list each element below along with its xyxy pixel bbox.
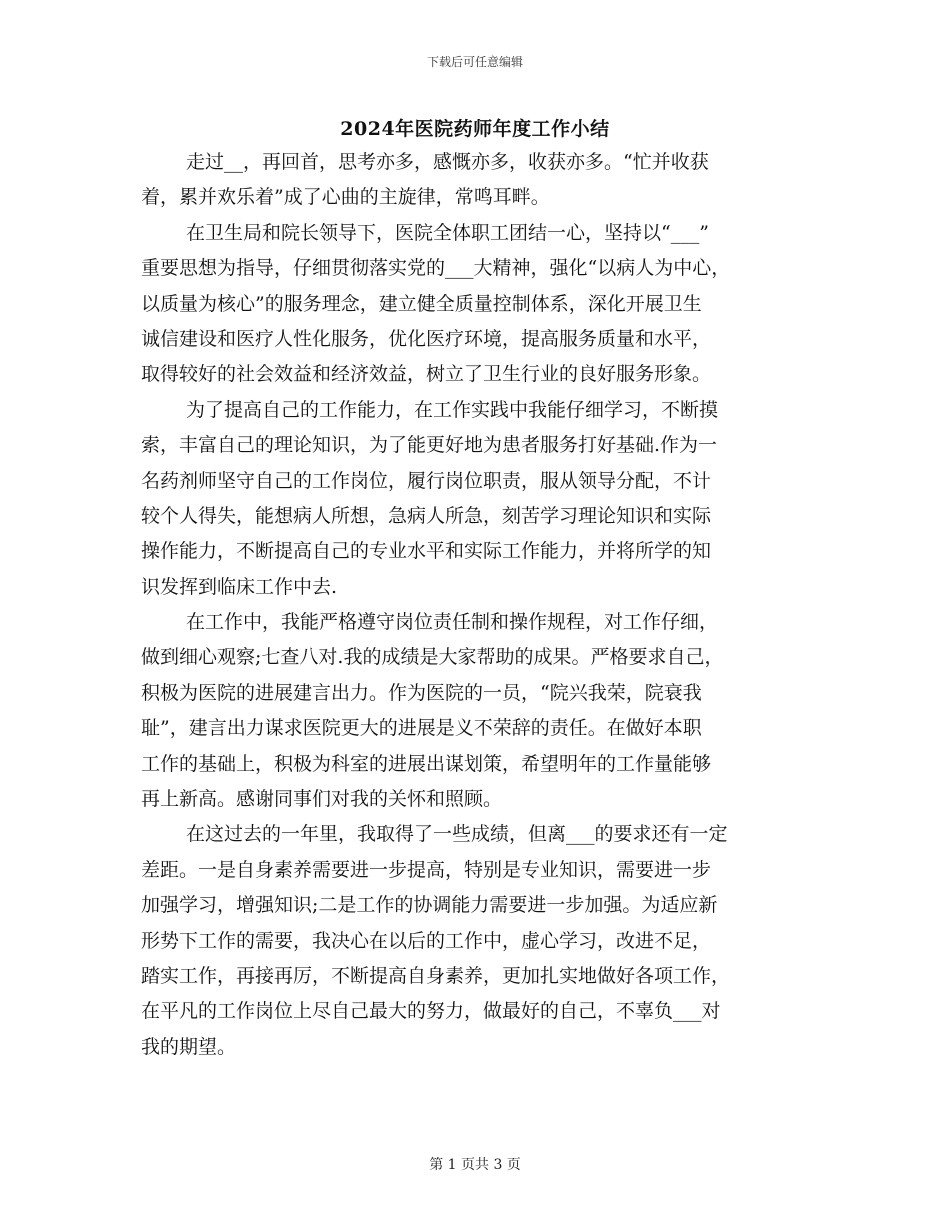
paragraph-line: 在这过去的一年里，我取得了一些成绩，但离___的要求还有一定 xyxy=(186,823,728,846)
page-footer: 第 1 页共 3 页 xyxy=(429,1157,521,1173)
paragraph-line: 诚信建设和医疗人性化服务，优化医疗环境，提高服务质量和水平， xyxy=(141,327,712,350)
paragraph-line: 形势下工作的需要，我决心在以后的工作中，虚心学习，改进不足， xyxy=(141,929,712,952)
paragraph-line: 加强学习，增强知识;二是工作的协调能力需要进一步加强。为适应新 xyxy=(141,894,718,917)
paragraph-line: 取得较好的社会效益和经济效益，树立了卫生行业的良好服务形象。 xyxy=(141,363,712,386)
paragraph-line: 操作能力，不断提高自己的专业水平和实际工作能力，并将所学的知 xyxy=(141,540,712,563)
header-note: 下载后可任意编辑 xyxy=(426,55,523,69)
paragraph-line: 较个人得失，能想病人所想，急病人所急，刻苦学习理论知识和实际 xyxy=(141,504,712,527)
paragraph-line: 踏实工作，再接再厉，不断提高自身素养，更加扎实地做好各项工作， xyxy=(141,964,731,987)
paragraph-line: 差距。一是自身素养需要进一步提高，特别是专业知识，需要进一步 xyxy=(141,858,712,881)
paragraph-line: 以质量为核心”的服务理念，建立健全质量控制体系，深化开展卫生 xyxy=(141,292,702,315)
document-body xyxy=(141,145,813,1065)
paragraph-line: 着，累并欢乐着”成了心曲的主旋律，常鸣耳畔。 xyxy=(141,186,550,209)
paragraph-line: 我的期望。 xyxy=(141,1035,237,1058)
paragraph-line: 工作的基础上，积极为科室的进展出谋划策，希望明年的工作量能够 xyxy=(141,752,712,775)
paragraph-line: 在工作中，我能严格遵守岗位责任制和操作规程，对工作仔细， xyxy=(186,611,719,634)
paragraph-line: 索，丰富自己的理论知识，为了能更好地为患者服务打好基础.作为一 xyxy=(141,434,718,457)
paragraph-line: 做到细心观察;七查八对.我的成绩是大家帮助的成果。严格要求自己， xyxy=(141,646,724,669)
paragraph-line: 耻”，建言出力谋求医院更大的进展是义不荣辞的责任。在做好本职 xyxy=(141,717,702,740)
paragraph-line: 为了提高自己的工作能力，在工作实践中我能仔细学习，不断摸 xyxy=(186,398,719,421)
paragraph-line: 在平凡的工作岗位上尽自己最大的努力，做最好的自己，不辜负___对 xyxy=(141,1000,721,1023)
paragraph-line: 名药剂师坚守自己的工作岗位，履行岗位职责，服从领导分配，不计 xyxy=(141,469,712,492)
paragraph-line: 在卫生局和院长领导下，医院全体职工团结一心，坚持以“___” xyxy=(186,221,709,244)
paragraph-line: 重要思想为指导，仔细贯彻落实党的___大精神，强化“以病人为中心， xyxy=(141,257,731,280)
paragraph-line: 再上新高。感谢同事们对我的关怀和照顾。 xyxy=(141,788,503,811)
paragraph-line: 识发挥到临床工作中去. xyxy=(141,575,338,598)
paragraph-line: 积极为医院的进展建言出力。作为医院的一员，“院兴我荣，院衰我 xyxy=(141,681,702,704)
paragraph-line: 走过__，再回首，思考亦多，感慨亦多，收获亦多。“忙并收获 xyxy=(186,151,709,173)
document-title: 2024年医院药师年度工作小结 xyxy=(340,118,610,140)
